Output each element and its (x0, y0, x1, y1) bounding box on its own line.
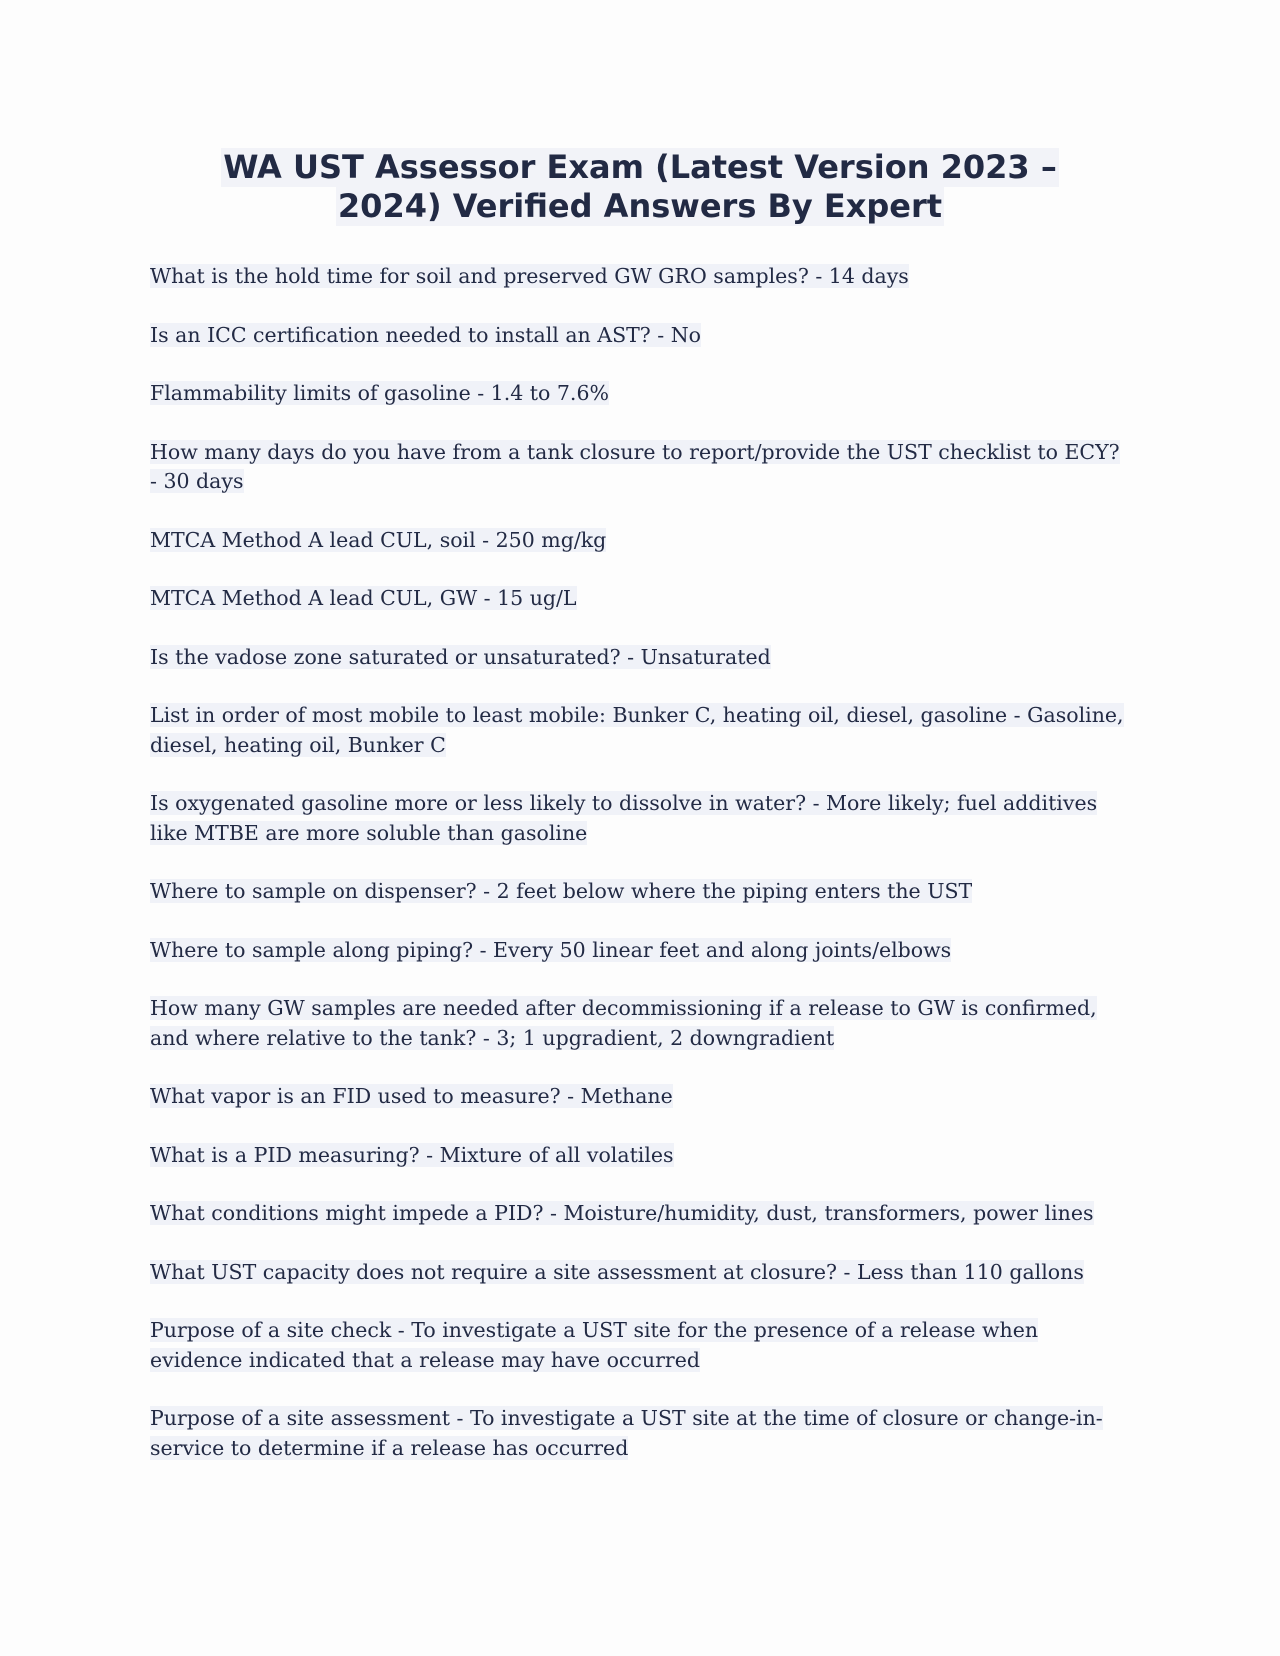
qa-item-text: Is an ICC certification needed to install an AST? - No (150, 322, 702, 347)
qa-item-2 (150, 321, 1130, 351)
qa-item-7 (150, 643, 1130, 673)
document-title (150, 148, 1130, 226)
qa-item-10 (150, 877, 1130, 907)
qa-item-text: Is oxygenated gasoline more or less likely to dissolve in water? - More likely; fuel additives like MTBE are more soluble than gasoline (150, 791, 1098, 845)
qa-item-11 (150, 936, 1130, 966)
qa-item-15 (150, 1199, 1130, 1229)
qa-item-text: Where to sample along piping? - Every 50 linear feet and along joints/elbows (150, 937, 952, 962)
qa-item-14 (150, 1141, 1130, 1171)
qa-item-5 (150, 526, 1130, 556)
qa-item-1 (150, 262, 1130, 292)
qa-item-text: What is the hold time for soil and preserved GW GRO samples? - 14 days (150, 264, 909, 288)
qa-item-9 (150, 789, 1130, 848)
qa-item-text: Purpose of a site check - To investigate a UST site for the presence of a release when evidence indicated that a release may have occurred (150, 1318, 1039, 1372)
qa-item-18 (150, 1404, 1130, 1463)
qa-item-text: Where to sample on dispenser? - 2 feet below where the piping enters the UST (150, 879, 973, 903)
qa-item-13 (150, 1082, 1130, 1112)
qa-item-text: How many days do you have from a tank closure to report/provide the UST checklist to ECY? - 30 days (150, 439, 1120, 493)
qa-item-text: What UST capacity does not require a site assessment at closure? - Less than 110 gallons (150, 1259, 1084, 1284)
qa-item-text: What vapor is an FID used to measure? - Methane (150, 1084, 673, 1108)
qa-item-16 (150, 1258, 1130, 1288)
qa-item-text: Flammability limits of gasoline - 1.4 to 7.6% (150, 381, 609, 405)
qa-item-8 (150, 701, 1130, 760)
qa-list (150, 262, 1130, 1492)
qa-item-6 (150, 584, 1130, 614)
qa-item-12 (150, 994, 1130, 1053)
qa-item-text: How many GW samples are needed after decommissioning if a release to GW is confirmed, and where relative to the tank? - 3; 1 upgradient, 2 downgradient (150, 996, 1097, 1050)
qa-item-text: List in order of most mobile to least mobile: Bunker C, heating oil, diesel, gasoline - Gasoline, diesel, heating oil, Bunker C (150, 703, 1124, 757)
qa-item-17 (150, 1316, 1130, 1375)
title-line-2: 2024) Verified Answers By Expert (337, 187, 943, 225)
qa-item-text: MTCA Method A lead CUL, GW - 15 ug/L (150, 586, 577, 610)
title-line-1: WA UST Assessor Exam (Latest Version 2023 – (223, 148, 1057, 186)
qa-item-text: What is a PID measuring? - Mixture of all volatiles (150, 1142, 674, 1167)
qa-item-4 (150, 438, 1130, 497)
qa-item-3 (150, 379, 1130, 409)
qa-item-text: MTCA Method A lead CUL, soil - 250 mg/kg (150, 527, 607, 552)
qa-item-text: Is the vadose zone saturated or unsaturated? - Unsaturated (150, 644, 771, 669)
qa-item-text: What conditions might impede a PID? - Moisture/humidity, dust, transformers, power lines (150, 1201, 1094, 1225)
qa-item-text: Purpose of a site assessment - To investigate a UST site at the time of closure or change-in-service to determine if a release has occurred (150, 1406, 1103, 1460)
